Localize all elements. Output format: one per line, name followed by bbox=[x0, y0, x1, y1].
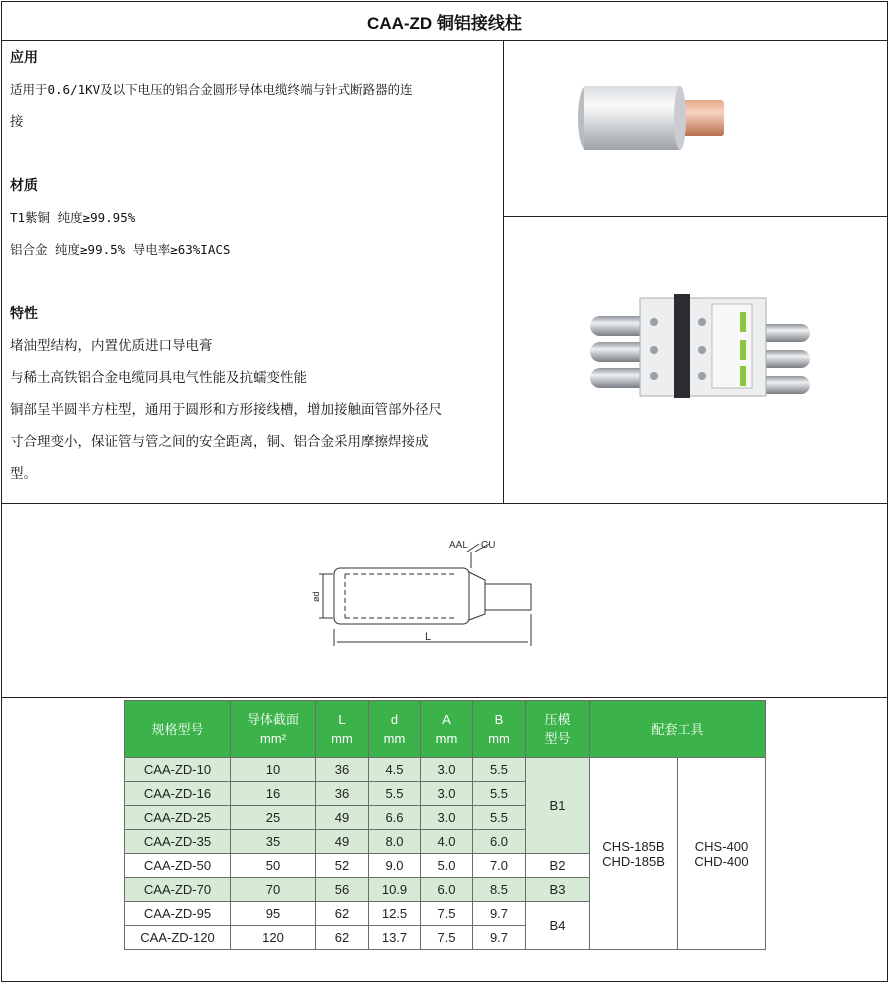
cell-tool-1: CHS-185B CHD-185B bbox=[590, 758, 678, 950]
cell-l: 56 bbox=[316, 878, 369, 902]
cell-model: CAA-ZD-16 bbox=[125, 782, 231, 806]
cell-l: 36 bbox=[316, 782, 369, 806]
features-line: 型。 bbox=[10, 466, 37, 482]
cell-section: 120 bbox=[231, 926, 316, 950]
application-heading: 应用 bbox=[10, 50, 38, 66]
divider bbox=[2, 40, 887, 41]
cell-b: 8.5 bbox=[473, 878, 526, 902]
features-line: 堵油型结构，内置优质进口导电膏 bbox=[10, 338, 213, 354]
cell-model: CAA-ZD-35 bbox=[125, 830, 231, 854]
cell-l: 62 bbox=[316, 926, 369, 950]
cell-model: CAA-ZD-50 bbox=[125, 854, 231, 878]
cell-section: 16 bbox=[231, 782, 316, 806]
material-heading: 材质 bbox=[10, 178, 38, 194]
cell-a: 7.5 bbox=[421, 902, 473, 926]
cell-a: 3.0 bbox=[421, 758, 473, 782]
material-line: T1紫铜 纯度≥99.95% bbox=[10, 210, 136, 225]
cell-section: 10 bbox=[231, 758, 316, 782]
cell-l: 62 bbox=[316, 902, 369, 926]
divider bbox=[2, 697, 887, 698]
aal-label: AAL bbox=[449, 540, 468, 551]
cell-b: 6.0 bbox=[473, 830, 526, 854]
cell-die: B4 bbox=[526, 902, 590, 950]
application-line: 适用于0.6/1KV及以下电压的铝合金圆形导体电缆终端与针式断路器的连 bbox=[10, 82, 413, 97]
length-label: L bbox=[425, 631, 432, 643]
header-tools: 配套工具 bbox=[590, 701, 766, 758]
cell-section: 70 bbox=[231, 878, 316, 902]
cell-b: 5.5 bbox=[473, 758, 526, 782]
cell-d: 6.6 bbox=[369, 806, 421, 830]
header-d: d mm bbox=[369, 701, 421, 758]
features-heading: 特性 bbox=[10, 306, 38, 322]
cell-b: 9.7 bbox=[473, 902, 526, 926]
cell-section: 25 bbox=[231, 806, 316, 830]
cell-d: 12.5 bbox=[369, 902, 421, 926]
features-line: 寸合理变小，保证管与管之间的安全距离，铜、铝合金采用摩擦焊接成 bbox=[10, 434, 429, 450]
cell-model: CAA-ZD-10 bbox=[125, 758, 231, 782]
cell-model: CAA-ZD-25 bbox=[125, 806, 231, 830]
cell-b: 5.5 bbox=[473, 782, 526, 806]
cell-model: CAA-ZD-120 bbox=[125, 926, 231, 950]
cell-d: 8.0 bbox=[369, 830, 421, 854]
page-title: CAA-ZD 铜铝接线柱 bbox=[367, 13, 522, 33]
cell-model: CAA-ZD-70 bbox=[125, 878, 231, 902]
cell-die: B3 bbox=[526, 878, 590, 902]
cell-d: 5.5 bbox=[369, 782, 421, 806]
table-header-row bbox=[125, 701, 766, 758]
cell-b: 7.0 bbox=[473, 854, 526, 878]
cell-l: 49 bbox=[316, 830, 369, 854]
features-line: 与稀土高铁铝合金电缆同具电气性能及抗蠕变性能 bbox=[10, 370, 307, 386]
divider bbox=[503, 216, 887, 217]
header-l: L mm bbox=[316, 701, 369, 758]
description-column bbox=[10, 42, 500, 490]
cell-section: 95 bbox=[231, 902, 316, 926]
cell-d: 13.7 bbox=[369, 926, 421, 950]
cell-model: CAA-ZD-95 bbox=[125, 902, 231, 926]
header-die: 压模 型号 bbox=[526, 701, 590, 758]
cell-b: 5.5 bbox=[473, 806, 526, 830]
cell-section: 35 bbox=[231, 830, 316, 854]
header-b: B mm bbox=[473, 701, 526, 758]
cell-a: 6.0 bbox=[421, 878, 473, 902]
cell-a: 3.0 bbox=[421, 782, 473, 806]
header-a: A mm bbox=[421, 701, 473, 758]
features-line: 铜部呈半圆半方柱型，通用于圆形和方形接线槽，增加接触面管部外径尺 bbox=[10, 402, 442, 418]
cell-a: 7.5 bbox=[421, 926, 473, 950]
header-section: 导体截面 mm² bbox=[231, 701, 316, 758]
cell-b: 9.7 bbox=[473, 926, 526, 950]
material-line: 铝合金 纯度≥99.5% 导电率≥63%IACS bbox=[10, 242, 231, 257]
cell-die: B1 bbox=[526, 758, 590, 854]
cell-d: 10.9 bbox=[369, 878, 421, 902]
connector-photo bbox=[572, 72, 812, 162]
header-model: 规格型号 bbox=[125, 701, 231, 758]
cell-section: 50 bbox=[231, 854, 316, 878]
cell-l: 49 bbox=[316, 806, 369, 830]
divider bbox=[503, 40, 504, 503]
application-line: 接 bbox=[10, 114, 24, 130]
dimension-drawing bbox=[297, 534, 542, 654]
cell-l: 36 bbox=[316, 758, 369, 782]
cell-a: 3.0 bbox=[421, 806, 473, 830]
cell-l: 52 bbox=[316, 854, 369, 878]
breaker-photo bbox=[582, 292, 817, 402]
cu-label: CU bbox=[481, 540, 496, 551]
spec-table bbox=[124, 700, 766, 950]
cell-die: B2 bbox=[526, 854, 590, 878]
cell-a: 4.0 bbox=[421, 830, 473, 854]
cell-tool-2: CHS-400 CHD-400 bbox=[678, 758, 766, 950]
table-row bbox=[125, 758, 766, 782]
divider bbox=[2, 503, 887, 504]
cell-d: 9.0 bbox=[369, 854, 421, 878]
cell-d: 4.5 bbox=[369, 758, 421, 782]
diameter-label: ød bbox=[311, 591, 321, 602]
cell-a: 5.0 bbox=[421, 854, 473, 878]
